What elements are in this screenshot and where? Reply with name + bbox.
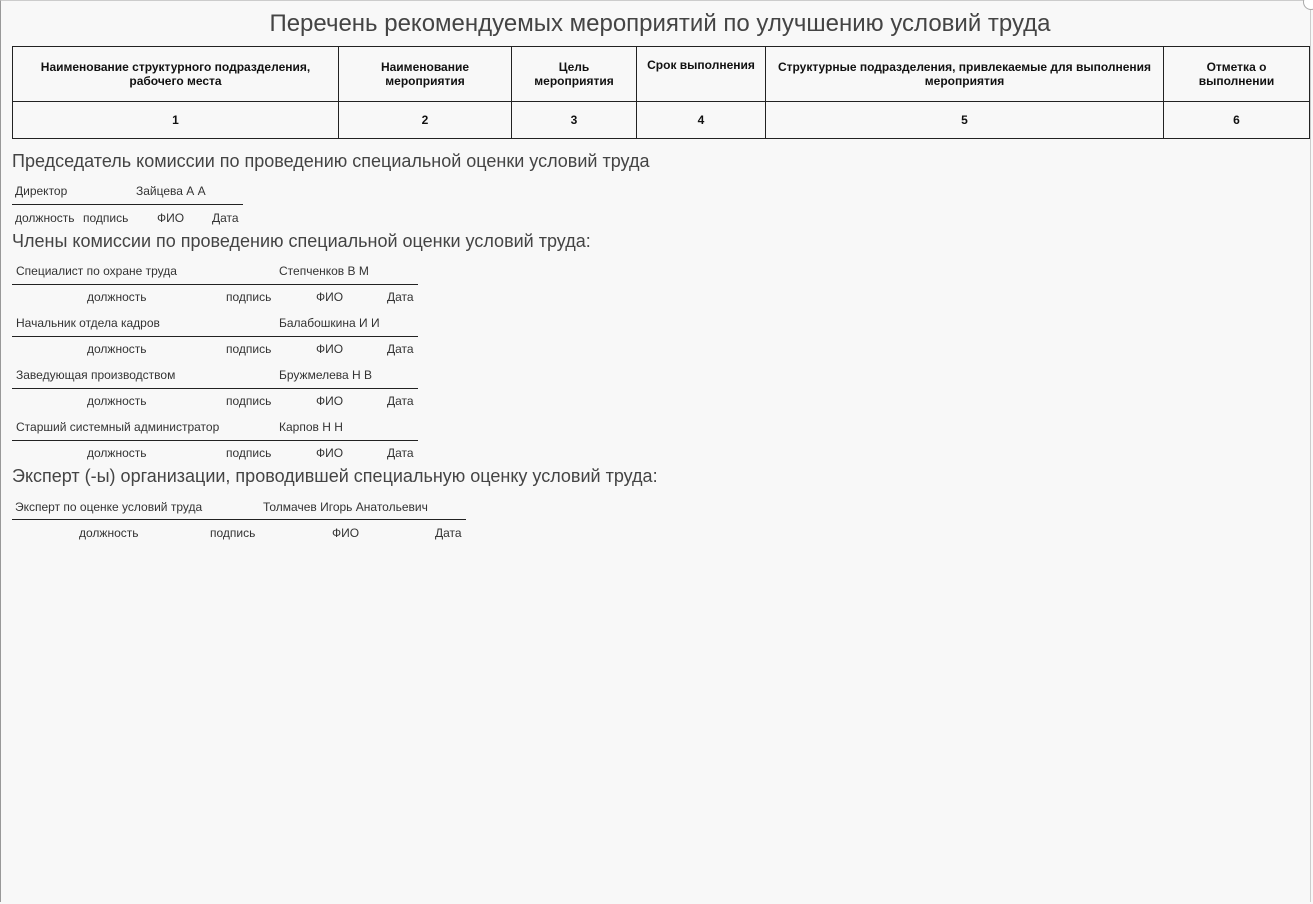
signature-line	[12, 388, 418, 389]
caption-date: Дата	[435, 526, 462, 540]
member-position: Начальник отдела кадров	[16, 316, 160, 330]
column-header: Наименование мероприятия	[339, 47, 512, 102]
caption-position: должность	[87, 394, 147, 408]
column-number: 2	[339, 102, 512, 139]
caption-date: Дата	[387, 342, 414, 356]
caption-date: Дата	[387, 290, 414, 304]
caption-date: Дата	[212, 211, 239, 225]
column-header: Цель мероприятия	[512, 47, 637, 102]
caption-date: Дата	[387, 394, 414, 408]
column-header: Наименование структурного подразделения, рабочего места	[13, 47, 339, 102]
caption-position: должность	[87, 290, 147, 304]
member-position: Специалист по охране труда	[16, 264, 177, 278]
caption-name: ФИО	[316, 342, 344, 356]
signature-line	[12, 440, 418, 441]
page-title: Перечень рекомендуемых мероприятий по улучшению условий труда	[269, 10, 1051, 37]
column-header: Срок выполнения	[637, 47, 766, 102]
caption-signature: подпись	[226, 446, 272, 460]
caption-name: ФИО	[332, 526, 360, 540]
column-number: 6	[1164, 102, 1310, 139]
members-section-title: Члены комиссии по проведению специальной оценки условий труда:	[12, 231, 591, 251]
caption-signature: подпись	[226, 290, 272, 304]
expert-position: Эксперт по оценке условий труда	[15, 500, 203, 514]
member-name: Карпов Н Н	[279, 420, 343, 434]
table-header-row	[13, 47, 1310, 102]
caption-position: должность	[79, 526, 139, 540]
member-name: Степченков В М	[279, 264, 369, 278]
table-number-row	[13, 102, 1310, 139]
caption-position: должность	[87, 446, 147, 460]
member-name: Бружмелева Н В	[279, 368, 373, 382]
caption-name: ФИО	[316, 446, 344, 460]
column-number: 1	[13, 102, 339, 139]
column-header: Отметка о выполнении	[1164, 47, 1310, 102]
caption-signature: подпись	[83, 211, 129, 225]
caption-signature: подпись	[210, 526, 256, 540]
signature-line	[12, 336, 418, 337]
caption-position: должность	[87, 342, 147, 356]
caption-name: ФИО	[316, 290, 344, 304]
caption-signature: подпись	[226, 394, 272, 408]
column-number: 3	[512, 102, 637, 139]
chairman-name: Зайцева А А	[136, 184, 206, 198]
measures-table	[12, 46, 1310, 139]
caption-name: ФИО	[157, 211, 185, 225]
chairman-section-title: Председатель комиссии по проведению специальной оценки условий труда	[12, 151, 650, 171]
member-position: Старший системный администратор	[16, 420, 220, 434]
column-number: 5	[766, 102, 1164, 139]
chairman-position: Директор	[15, 184, 68, 198]
caption-date: Дата	[387, 446, 414, 460]
signature-line	[12, 519, 466, 520]
expert-name: Толмачев Игорь Анатольевич	[263, 500, 428, 514]
signature-line	[12, 204, 243, 205]
member-position: Заведующая производством	[16, 368, 176, 382]
column-number: 4	[637, 102, 766, 139]
column-header: Структурные подразделения, привлекаемые для выполнения мероприятия	[766, 47, 1164, 102]
caption-name: ФИО	[316, 394, 344, 408]
signature-line	[12, 284, 418, 285]
member-name: Балабошкина И И	[279, 316, 380, 330]
caption-signature: подпись	[226, 342, 272, 356]
caption-position: должность	[15, 211, 75, 225]
expert-section-title: Эксперт (-ы) организации, проводившей специальную оценку условий труда:	[12, 466, 658, 486]
